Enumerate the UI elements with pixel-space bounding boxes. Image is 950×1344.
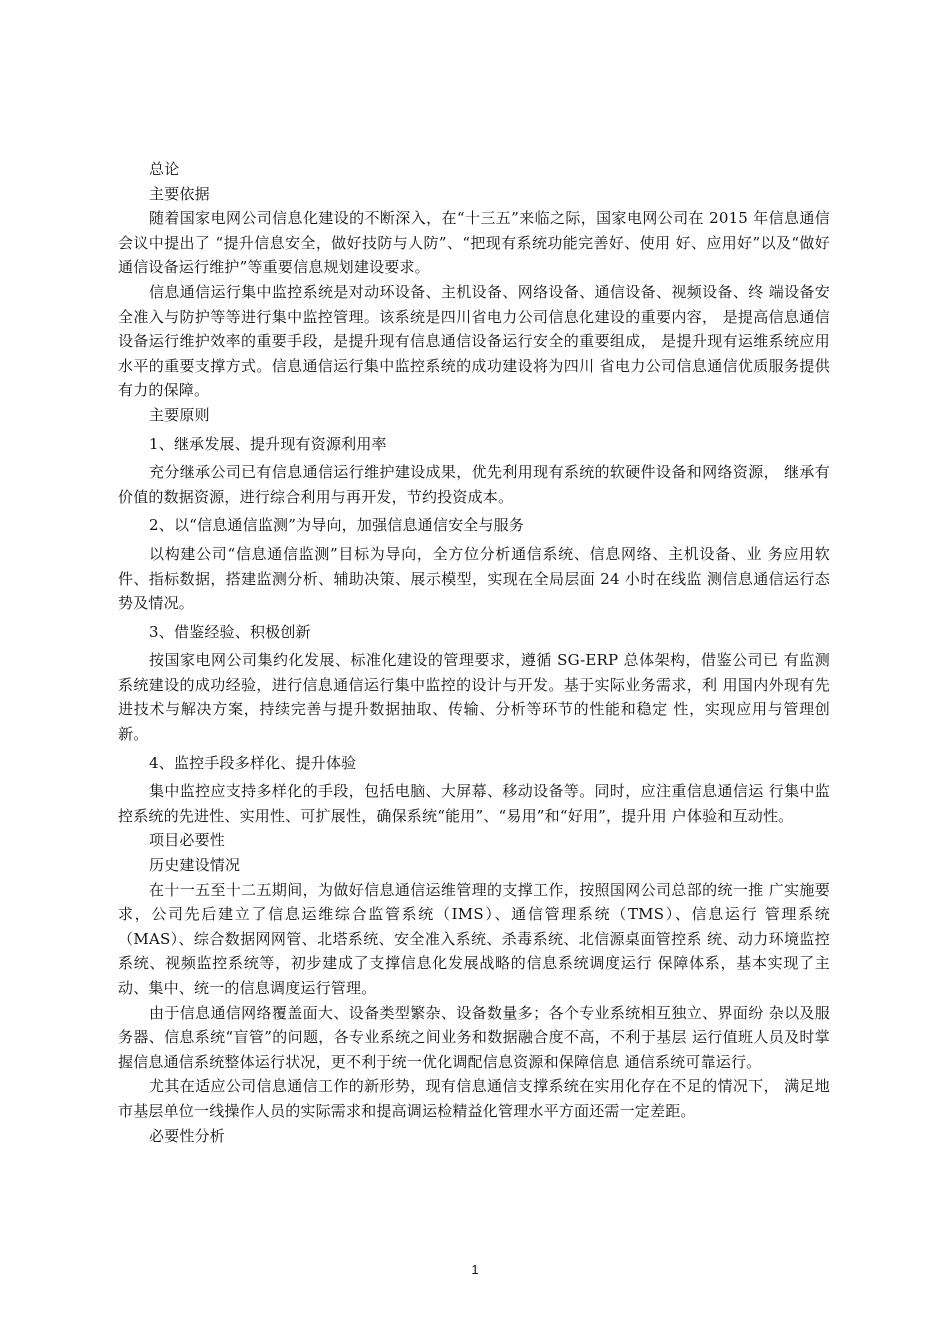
document-body xyxy=(118,157,830,1148)
paragraph-basis-1: 随着国家电网公司信息化建设的不断深入，在“十三五”来临之际，国家电网公司在 2015 年信息通信会议中提出了 “提升信息安全，做好技防与人防”、“把现有系统功能完善好、使用 好、应用好”以及“做好通信设备运行维护”等重要信息规划建设要求。 xyxy=(118,209,830,277)
subsection-heading-principles: 主要原则 xyxy=(149,405,210,424)
subsection-heading-history: 历史建设情况 xyxy=(149,856,241,875)
paragraph-principle-3: 按国家电网公司集约化发展、标准化建设的管理要求，遵循 SG-ERP 总体架构，借鉴公司已 有监测系统建设的成功经验，进行信息通信运行集中监控的设计与开发。基于实际业务需求，利 用国内外现有先进技术与解决方案，持续完善与提升数据抽取、传输、分析等环节的性能和稳定 性，实现应用与管理创新。 xyxy=(118,651,830,744)
paragraph-principle-2: 以构建公司“信息通信监测”目标为导向，全方位分析通信系统、信息网络、主机设备、业 务应用软件、指标数据，搭建监测分析、辅助决策、展示模型，实现在全局层面 24 小时在线监 测信息通信运行态势及情况。 xyxy=(118,544,830,613)
principle-heading-4: 4、监控手段多样化、提升体验 xyxy=(149,753,357,772)
principle-heading-1: 1、继承发展、提升现有资源利用率 xyxy=(149,434,387,453)
principle-heading-2: 2、以“信息通信监测”为导向，加强信息通信安全与服务 xyxy=(149,516,525,535)
paragraph-basis-2: 信息通信运行集中监控系统是对动环设备、主机设备、网络设备、通信设备、视频设备、终 端设备安全准入与防护等等进行集中监控管理。该系统是四川省电力公司信息化建设的重要内容， 是提高信息通信设备运行维护效率的重要手段，是提升现有信息通信设备运行安全的重要组成， 是提升现有运维系统应用水平的重要支撑方式。信息通信运行集中监控系统的成功建设将为四川 省电力公司信息通信优质服务提供有力的保障。 xyxy=(118,282,830,400)
paragraph-history-3: 尤其在适应公司信息通信工作的新形势，现有信息通信支撑系统在实用化存在不足的情况下， 满足地市基层单位一线操作人员的实际需求和提高调运检精益化管理水平方面还需一定差距。 xyxy=(118,1077,830,1120)
page-number: 1 xyxy=(471,1262,479,1277)
section-heading-general: 总论 xyxy=(149,160,180,178)
paragraph-principle-4: 集中监控应支持多样化的手段，包括电脑、大屏幕、移动设备等。同时，应注重信息通信运 行集中监控系统的先进性、实用性、可扩展性，确保系统“能用”、“易用”和“好用”，提升用 户体验和互动性。 xyxy=(118,782,830,825)
subsection-heading-analysis: 必要性分析 xyxy=(149,1126,226,1145)
paragraph-principle-1: 充分继承公司已有信息通信运行维护建设成果，优先利用现有系统的软硬件设备和网络资源， 继承有价值的数据资源，进行综合利用与再开发，节约投资成本。 xyxy=(118,463,830,506)
principle-heading-3: 3、借鉴经验、积极创新 xyxy=(149,622,311,641)
subsection-heading-basis: 主要依据 xyxy=(149,184,210,203)
subsection-heading-necessity: 项目必要性 xyxy=(149,831,226,850)
paragraph-history-2: 由于信息通信网络覆盖面大、设备类型繁杂、设备数量多；各个专业系统相互独立、界面纷 杂以及服务器、信息系统“盲管”的问题，各专业系统之间业务和数据融合度不高，不利于基层 运行值班人员及时掌握信息通信系统整体运行状况，更不利于统一优化调配信息资源和保障信息 通信系统可靠运行。 xyxy=(118,1003,830,1071)
paragraph-history-1: 在十一五至十二五期间，为做好信息通信运维管理的支撑工作，按照国网公司总部的统一推 广实施要求，公司先后建立了信息运维综合监管系统（IMS）、通信管理系统（TMS）、信息运行 管理系统（MAS）、综合数据网网管、北塔系统、安全准入系统、杀毒系统、北信源桌面管控系 统、动力环境监控系统、视频监控系统等，初步建成了支撑信息化发展战略的信息系统调度运行 保障体系，基本实现了主动、集中、统一的信息调度运行管理。 xyxy=(118,880,830,997)
